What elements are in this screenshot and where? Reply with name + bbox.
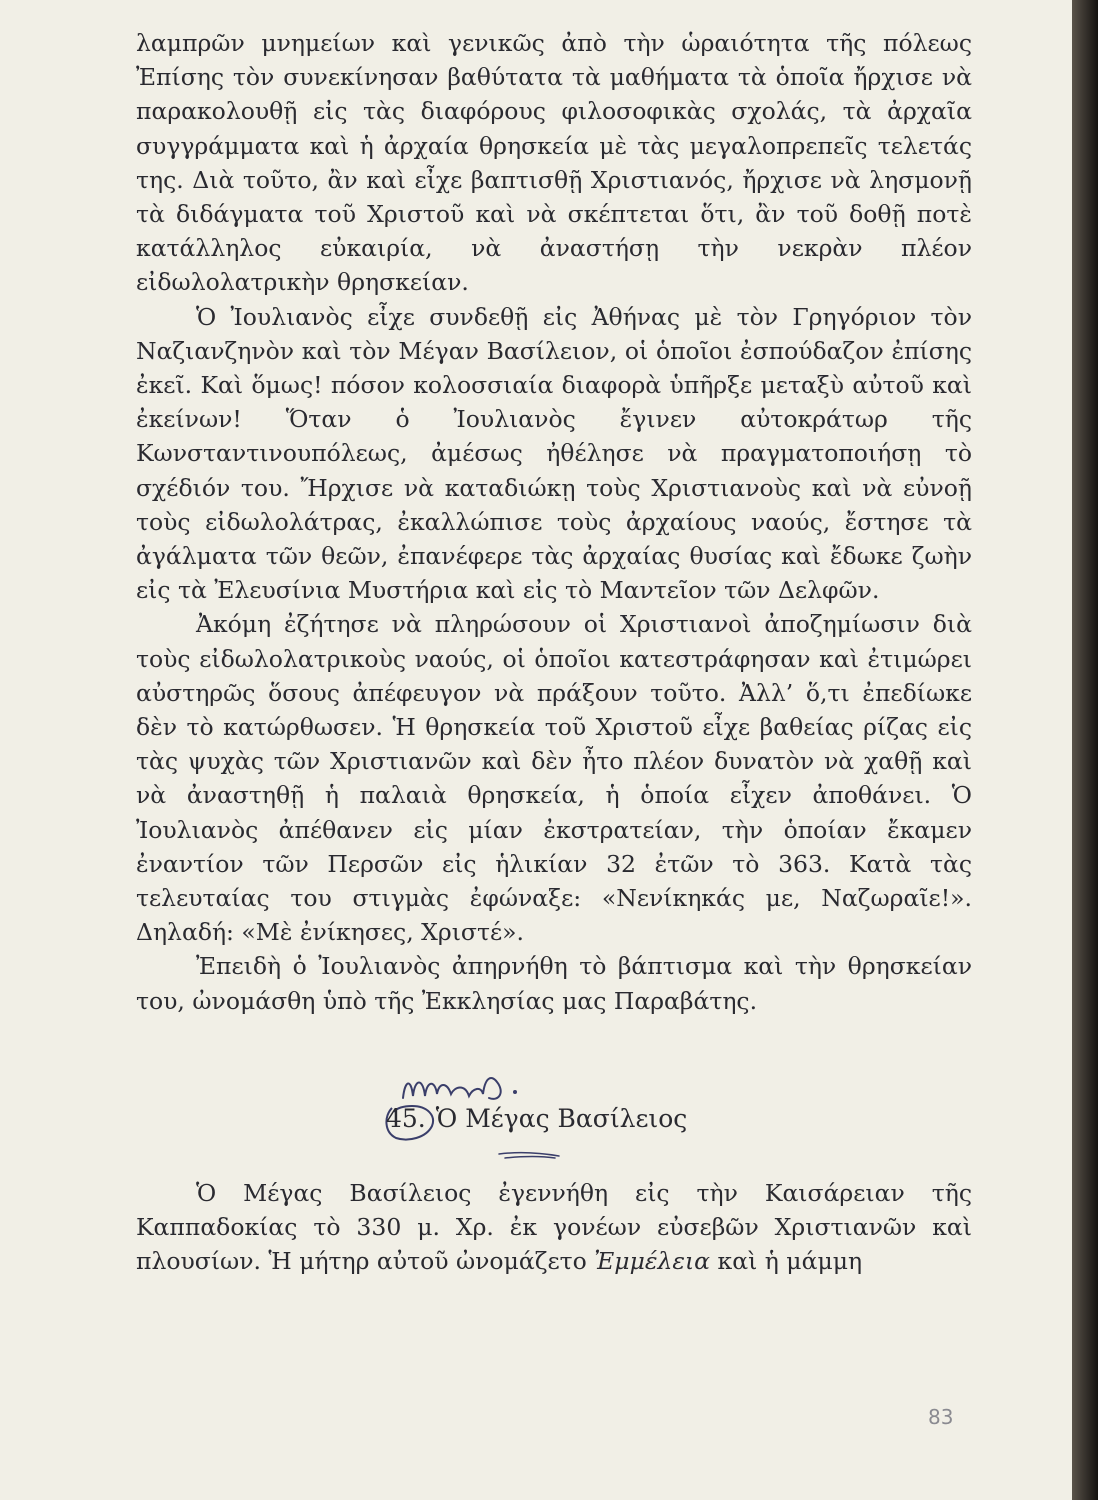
section-title: Ὁ Μέγας Βασίλειος bbox=[435, 1104, 688, 1133]
section-text-part-1: Ὁ Μέγας Βασίλειος ἐγεννήθη εἰς τὴν Καισάρειαν τῆς Καππαδοκίας τὸ 330 μ. Χρ. ἐκ γονέων εὐσεβῶν Χριστιανῶν καὶ πλουσίων. Ἡ μήτηρ αὐτοῦ ὠνομάζετο bbox=[136, 1179, 972, 1276]
section-number: 45. bbox=[386, 1104, 426, 1133]
italic-name: Ἐμμέλεια bbox=[594, 1247, 711, 1276]
section-text-part-2: καὶ ἡ μάμμη bbox=[710, 1247, 863, 1276]
paragraph-4: Ἐπειδὴ ὁ Ἰουλιανὸς ἀπηρνήθη τὸ βάπτισμα καὶ τὴν θρησκείαν του, ὠνομάσθη ὑπὸ τῆς Ἐκκλησίας μας Παραβάτης. bbox=[136, 952, 972, 1015]
pencil-underline bbox=[495, 1148, 565, 1162]
main-body-text bbox=[136, 26, 972, 1018]
paragraph-1: λαμπρῶν μνημείων καὶ γενικῶς ἀπὸ τὴν ὡραιότητα τῆς πόλεως Ἐπίσης τὸν συνεκίνησαν βαθύτατα τὰ μαθήματα τὰ ὁποῖα ἤρχισε νὰ παρακολουθῇ εἰς τὰς διαφόρους φιλοσοφικὰς σχολάς, τὰ ἀρχαῖα συγγράμματα καὶ ἡ ἀρχαία θρησκεία μὲ τὰς μεγαλοπρεπεῖς τελετάς της. Διὰ τοῦτο, ἂν καὶ εἶχε βαπτισθῇ Χριστιανός, ἤρχισε νὰ λησμονῇ τὰ διδάγματα τοῦ Χριστοῦ καὶ νὰ σκέπτεται ὅτι, ἂν τοῦ δοθῇ ποτὲ κατάλληλος εὐκαιρία, νὰ ἀναστήσῃ τὴν νεκρὰν πλέον εἰδωλολατρικὴν θρησκείαν. bbox=[136, 29, 972, 297]
paragraph-3: Ἀκόμη ἐζήτησε νὰ πληρώσουν οἱ Χριστιανοὶ ἀποζημίωσιν διὰ τοὺς εἰδωλολατρικοὺς ναούς, οἱ ὁποῖοι κατεστράφησαν καὶ ἐτιμώρει αὐστηρῶς ὅσους ἀπέφευγον νὰ πράξουν τοῦτο. Ἀλλ’ ὅ,τι ἐπεδίωκε δὲν τὸ κατώρθωσεν. Ἡ θρησκεία τοῦ Χριστοῦ εἶχε βαθείας ρίζας εἰς τὰς ψυχὰς τῶν Χριστιανῶν καὶ δὲν ἦτο πλέον δυνατὸν νὰ χαθῇ καὶ νὰ ἀναστηθῇ ἡ παλαιὰ θρησκεία, ἡ ὁποία εἶχεν ἀποθάνει. Ὁ Ἰουλιανὸς ἀπέθανεν εἰς μίαν ἐκστρατείαν, τὴν ὁποίαν ἔκαμεν ἐναντίον τῶν Περσῶν εἰς ἡλικίαν 32 ἐτῶν τὸ 363. Κατὰ τὰς τελευταίας του στιγμὰς ἐφώναξε: «Νενίκηκάς με, Ναζωραῖε!». Δηλαδή: «Μὲ ἐνίκησες, Χριστέ». bbox=[136, 610, 972, 947]
section-body-text bbox=[136, 1176, 972, 1279]
page-number: 83 bbox=[928, 1405, 954, 1429]
page-edge-shadow bbox=[1072, 0, 1098, 1500]
section-heading bbox=[386, 1104, 687, 1133]
paragraph-2: Ὁ Ἰουλιανὸς εἶχε συνδεθῇ εἰς Ἀθήνας μὲ τὸν Γρηγόριον τὸν Ναζιανζηνὸν καὶ τὸν Μέγαν Βασίλειον, οἱ ὁποῖοι ἐσπούδαζον ἐπίσης ἐκεῖ. Καὶ ὅμως! πόσον κολοσσιαία διαφορὰ ὑπῆρξε μεταξὺ αὐτοῦ καὶ ἐκείνων! Ὅταν ὁ Ἰουλιανὸς ἔγινεν αὐτοκράτωρ τῆς Κωνσταντινουπόλεως, ἀμέσως ἠθέλησε νὰ πραγματοποιήσῃ τὸ σχέδιόν του. Ἤρχισε νὰ καταδιώκῃ τοὺς Χριστιανοὺς καὶ νὰ εὐνοῇ τοὺς εἰδωλολάτρας, ἐκαλλώπισε τοὺς ἀρχαίους ναούς, ἔστησε τὰ ἀγάλματα τῶν θεῶν, ἐπανέφερε τὰς ἀρχαίας θυσίας καὶ ἔδωκε ζωὴν εἰς τὰ Ἐλευσίνια Μυστήρια καὶ εἰς τὸ Μαντεῖον τῶν Δελφῶν. bbox=[136, 302, 972, 605]
section-paragraph bbox=[136, 1176, 972, 1279]
